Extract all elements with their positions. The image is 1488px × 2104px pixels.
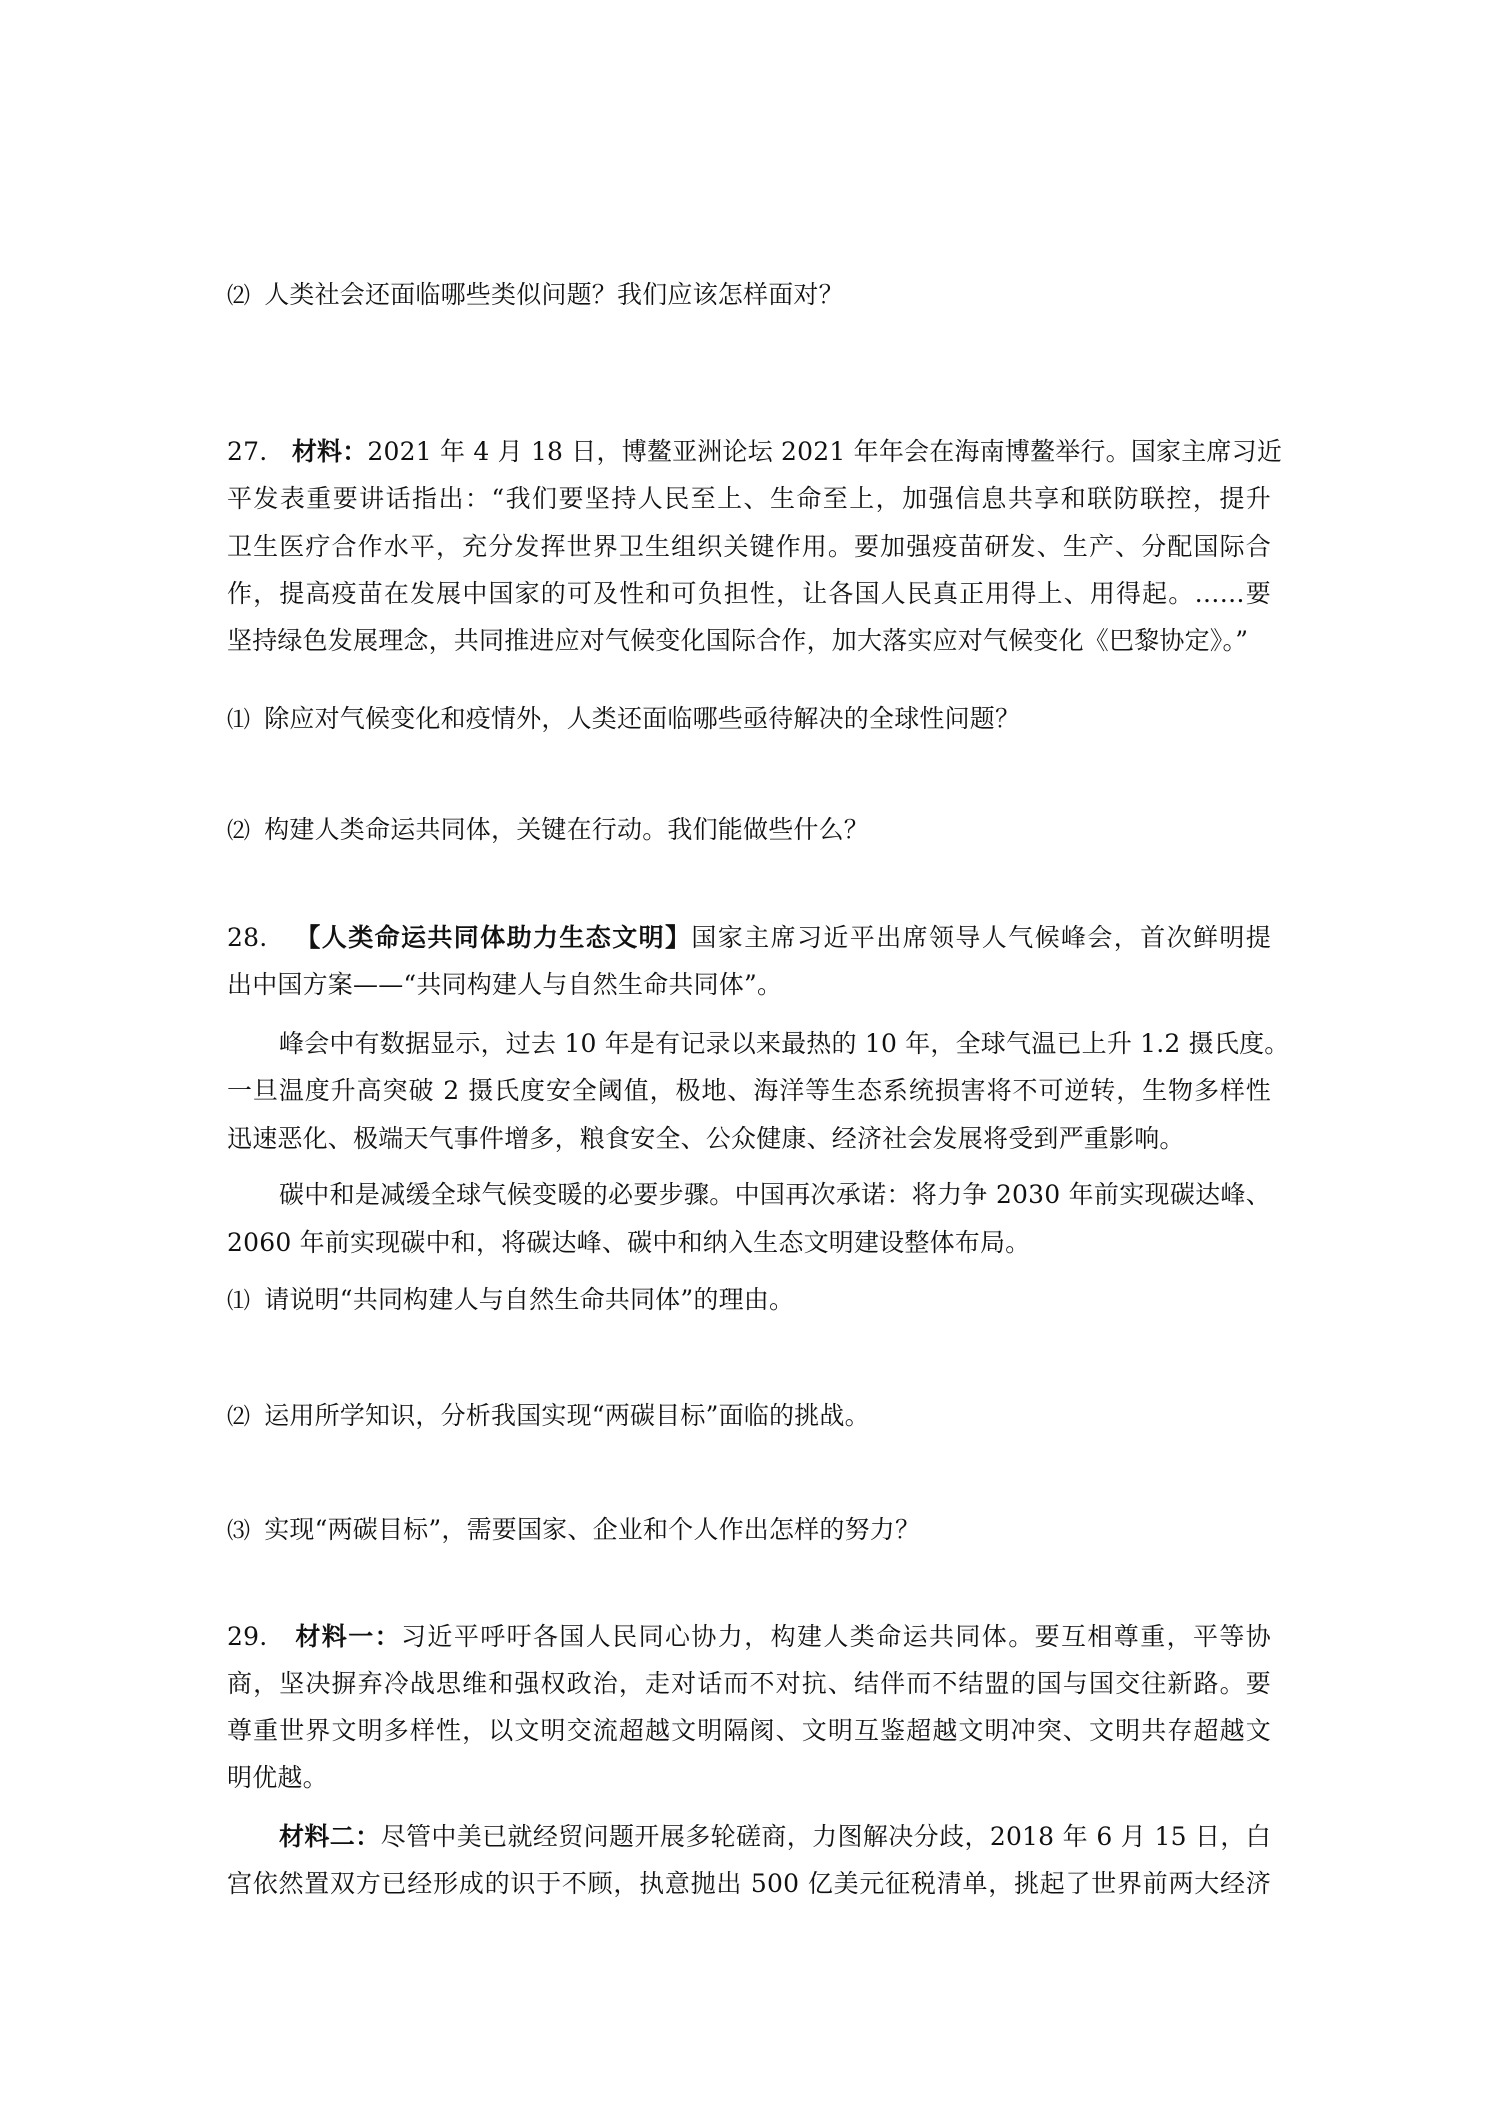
- paragraph-line: 作，提高疫苗在发展中国家的可及性和可负担性，让各国人民真正用得上、用得起。……要: [227, 579, 1271, 608]
- sub-question-text: 人类社会还面临哪些类似问题？我们应该怎样面对？: [264, 280, 844, 309]
- paragraph-line: 2021 年 4 月 18 日，博鳌亚洲论坛 2021 年年会在海南博鳌举行。国家主席习近: [367, 437, 1283, 466]
- sub-question: [227, 1512, 1271, 1549]
- question-number: 29.: [227, 1622, 268, 1651]
- sub-question-text: 构建人类命运共同体，关键在行动。我们能做些什么？: [264, 815, 870, 844]
- q29-line-1: [227, 1619, 1271, 1655]
- sub-question: [227, 812, 1271, 849]
- paragraph-line: 习近平呼吁各国人民同心协力，构建人类命运共同体。要互相尊重，平等协: [401, 1622, 1271, 1651]
- paragraph-line: 一旦温度升高突破 2 摄氏度安全阈值，极地、海洋等生态系统损害将不可逆转，生物多样性: [227, 1076, 1271, 1105]
- sub-question-text: 请说明“共同构建人与自然生命共同体”的理由。: [264, 1285, 795, 1314]
- sub-question-number: ⑵: [227, 283, 251, 309]
- sub-question-text: 实现“两碳目标”，需要国家、企业和个人作出怎样的努力？: [264, 1515, 921, 1544]
- sub-question-text: 运用所学知识，分析我国实现“两碳目标”面临的挑战。: [264, 1401, 870, 1430]
- paragraph-line: 2060 年前实现碳中和，将碳达峰、碳中和纳入生态文明建设整体布局。: [227, 1228, 1031, 1257]
- paragraph-line: 尽管中美已就经贸问题开展多轮磋商，力图解决分歧，2018 年 6 月 15 日，白: [380, 1822, 1271, 1851]
- sub-question: [227, 1282, 1271, 1319]
- sub-question-number: ⑶: [227, 1518, 251, 1544]
- paragraph-line: 卫生医疗合作水平，充分发挥世界卫生组织关键作用。要加强疫苗研发、生产、分配国际合: [227, 532, 1271, 561]
- material-label: 材料一：: [295, 1622, 402, 1651]
- paragraph-line: 国家主席习近平出席领导人气候峰会，首次鲜明提: [691, 923, 1271, 952]
- paragraph-line: 明优越。: [227, 1763, 328, 1792]
- document-page: [227, 0, 1290, 2104]
- paragraph-line: 平发表重要讲话指出：“我们要坚持人民至上、生命至上，加强信息共享和联防联控，提升: [227, 484, 1271, 513]
- paragraph-line: 商，坚决摒弃冷战思维和强权政治，走对话而不对抗、结伴而不结盟的国与国交往新路。要: [227, 1669, 1271, 1698]
- material-label: 材料二：: [279, 1822, 381, 1851]
- sub-question-number: ⑴: [227, 707, 251, 733]
- question-number: 28.: [227, 923, 268, 952]
- paragraph-line: 峰会中有数据显示，过去 10 年是有记录以来最热的 10 年，全球气温已上升 1.2 摄氏度。: [279, 1029, 1290, 1058]
- sub-question: [227, 701, 1271, 738]
- topic-label: 【人类命运共同体助力生态文明】: [295, 923, 692, 952]
- sub-question-number: ⑴: [227, 1288, 251, 1314]
- paragraph-line: 尊重世界文明多样性，以文明交流超越文明隔阂、文明互鉴超越文明冲突、文明共存超越文: [227, 1716, 1271, 1745]
- q28-line-1: [227, 920, 1271, 956]
- paragraph-line: 坚持绿色发展理念，共同推进应对气候变化国际合作，加大落实应对气候变化《巴黎协定》。”: [227, 626, 1249, 655]
- paragraph-line: 碳中和是减缓全球气候变暖的必要步骤。中国再次承诺：将力争 2030 年前实现碳达峰、: [279, 1180, 1271, 1209]
- question-item: [227, 277, 1271, 314]
- q29-material2-line-1: [279, 1819, 1271, 1855]
- q27-line-1: [227, 434, 1283, 470]
- paragraph-line: 宫依然置双方已经形成的识于不顾，执意抛出 500 亿美元征税清单，挑起了世界前两大经济: [227, 1869, 1271, 1898]
- sub-question-text: 除应对气候变化和疫情外，人类还面临哪些亟待解决的全球性问题？: [264, 704, 1021, 733]
- question-number: 27.: [227, 437, 268, 466]
- sub-question-number: ⑵: [227, 818, 251, 844]
- sub-question-number: ⑵: [227, 1404, 251, 1430]
- sub-question: [227, 1398, 1271, 1435]
- paragraph-line: 出中国方案——“共同构建人与自然生命共同体”。: [227, 970, 783, 999]
- material-label: 材料：: [291, 437, 368, 466]
- paragraph-line: 迅速恶化、极端天气事件增多，粮食安全、公众健康、经济社会发展将受到严重影响。: [227, 1124, 1185, 1153]
